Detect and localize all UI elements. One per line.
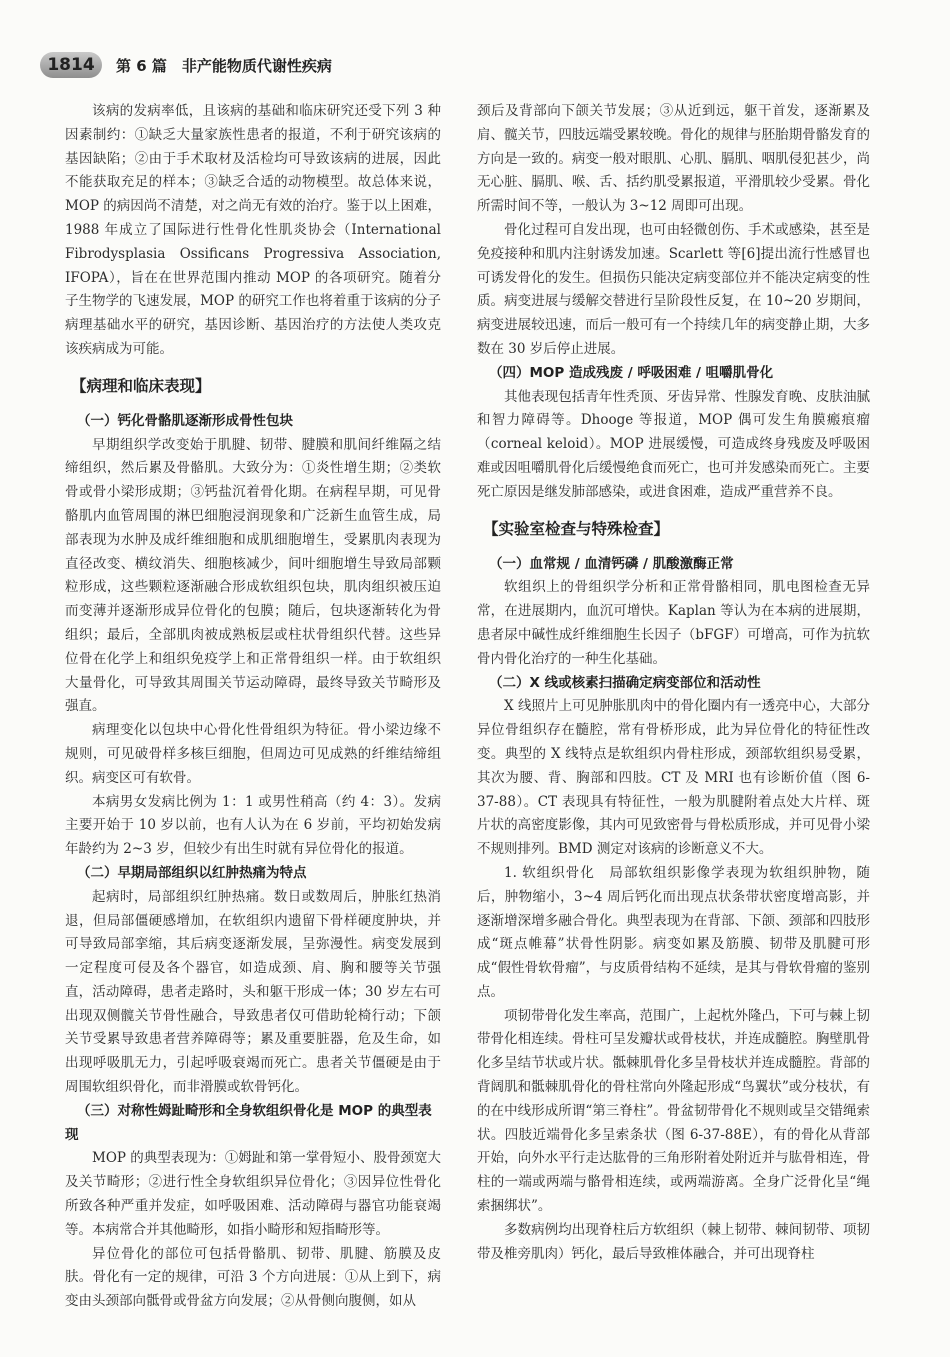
body-paragraph: MOP 的典型表现为：①姆趾和第一掌骨短小、股骨颈宽大及关节畸形；②进行性全身软组织异位骨化；③因异位性骨化所致各种严重并发症，如呼吸困难、活动障碍与器官功能衰竭等。本病常合并其他畸形，如指小畸形和短指畸形等。 — [65, 1150, 441, 1238]
body-paragraph: 其他表现包括青年性秃顶、牙齿异常、性腺发育晚、皮肤油腻和智力障碍等。Dhooge 等报道，MOP 偶可发生角膜瘢痕瘤（corneal keloid）。MOP 进展缓慢，可造成终身残废及呼吸困难或因咀嚼肌骨化后缓慢绝食而死亡，也可并发感染而死亡。主要死亡原因是继发肺部感染，或进食困难，造成严重营养不良。 — [477, 388, 870, 500]
body-paragraph: 多数病例均出现脊柱后方软组织（棘上韧带、棘间韧带、项韧带及椎旁肌肉）钙化，最后导致椎体融合，并可出现脊柱 — [477, 1221, 870, 1262]
body-paragraph: 1. 软组织骨化 局部软组织影像学表现为软组织肿物，随后，肿物缩小，3~4 周后钙化而出现点状条带状密度增高影，并逐渐增深增多融合骨化。典型表现为在背部、下颌、颈部和四肢形成“斑点帷幕”状骨性阴影。病变如累及筋膜、韧带及肌腱可形成“假性骨软骨瘤”，与皮质骨结构不延续，是其与骨软骨瘤的鉴别点。 — [477, 864, 870, 1000]
subsection-heading: （二）X 线或核素扫描确定病变部位和活动性 — [489, 674, 761, 691]
subsection-heading: （三）对称性姆趾畸形和全身软组织骨化是 MOP 的典型表现 — [65, 1102, 432, 1143]
body-paragraph: 病理变化以包块中心骨化性骨组织为特征。骨小梁边缘不规则，可见破骨样多核巨细胞，但周边可见成熟的纤维结缔组织。病变区可有软骨。 — [65, 722, 441, 786]
subsection-heading: （四）MOP 造成残废 / 呼吸困难 / 咀嚼肌骨化 — [489, 364, 774, 381]
section-heading: 【病理和临床表现】 — [71, 376, 211, 395]
subsection-heading: （二）早期局部组织以红肿热痛为特点 — [77, 864, 307, 881]
body-paragraph: 该病的发病率低，且该病的基础和临床研究还受下列 3 种因素制约：①缺乏大量家族性患者的报道，不利于研究该病的基因缺陷；②由于手术取材及活检均可导致该病的进展，因此不能获取充足的样本；③缺乏合适的动物模型。故总体来说，MOP 的病因尚不清楚，对之尚无有效的治疗。鉴于以上困难，1988 年成立了国际进行性骨化性肌炎协会（International Fibrodysplasia Ossificans Progressiva Association, IFOPA），旨在在世界范围内推动 MOP 的各项研究。随着分子生物学的飞速发展，MOP 的研究工作也将着重于该病的分子病理基础水平的研究，基因诊断、基因治疗的方法使人类攻克该疾病成为可能。 — [65, 103, 441, 357]
body-paragraph: 软组织上的骨组织学分析和正常骨骼相同，肌电图检查无异常，在进展期内，血沉可增快。Kaplan 等认为在本病的进展期，患者尿中碱性成纤维细胞生长因子（bFGF）可增高，可作为抗软骨内骨化治疗的一种生化基础。 — [477, 579, 870, 667]
body-paragraph: 本病男女发病比例为 1：1 或男性稍高（约 4：3）。发病主要开始于 10 岁以前，也有人认为在 6 岁前，平均初始发病年龄约为 2~3 岁，但较少有出生时就有异位骨化的报道。 — [65, 793, 441, 858]
body-paragraph: 早期组织学改变始于肌腱、韧带、腱膜和肌间纤维隔之结缔组织，然后累及骨骼肌。大致分为：①炎性增生期；②类软骨或骨小梁形成期；③钙盐沉着骨化期。在病程早期，可见骨骼肌内血管周围的淋巴细胞浸润现象和广泛新生血管生成，局部表现为水肿及成纤维细胞和成肌细胞增生，受累肌肉表现为直径改变、横纹消失、细胞核减少，间叶细胞增生导致局部颗粒形成，这些颗粒逐渐融合形成软组织包块，肌肉组织被压迫而变薄并逐渐形成异位骨化的包膜；随后，包块逐渐转化为骨组织；最后，全部肌肉被成熟板层或柱状骨组织代替。这些异位骨在化学上和组织免疫学上和正常骨组织一样。由于软组织大量骨化，可导致其周围关节运动障碍，最终导致关节畸形及强直。 — [65, 436, 441, 715]
body-paragraph: 骨化过程可自发出现，也可由轻微创伤、手术或感染，甚至是免疫接种和肌内注射诱发加速。Scarlett 等[6]提出流行性感冒也可诱发骨化的发生。但损伤只能决定病变部位并不能决定病变的性质。病变进展与缓解交替进行呈阶段性反复，在 10~20 岁期间，病变进展较迅速，而后一般可有一个持续几年的病变静止期，大多数在 30 岁后停止进展。 — [477, 221, 870, 357]
right-column — [477, 100, 870, 1266]
left-column — [65, 100, 441, 1314]
body-paragraph: 颈后及背部向下颌关节发展；③从近到远，躯干首发，逐渐累及肩、髋关节，四肢远端受累较晚。骨化的规律与胚胎期骨骼发育的方向是一致的。病变一般对眼肌、心肌、膈肌、咽肌侵犯甚少，尚无心脏、膈肌、喉、舌、括约肌受累报道，平滑肌较少受累。骨化所需时间不等，一般认为 3~12 周即可出现。 — [477, 103, 870, 215]
body-paragraph: 起病时，局部组织红肿热痛。数日或数周后，肿胀红热消退，但局部僵硬感增加，在软组织内遗留下骨样硬度肿块，并可导致局部挛缩，其后病变逐渐发展，呈弥漫性。病变发展到一定程度可侵及各个器官，如造成颈、肩、胸和腰等关节强直，活动障碍，患者走路时，头和躯干形成一体；30 岁左右可出现双侧髋关节骨性融合，导致患者仅可借助轮椅行动；下颌关节受累导致患者营养障碍等；累及重要脏器，危及生命，如出现呼吸肌无力，引起呼吸衰竭而死亡。患者关节僵硬是由于周围软组织骨化，而非滑膜或软骨钙化。 — [65, 888, 441, 1096]
body-paragraph: X 线照片上可见肿胀肌肉中的骨化圈内有一透亮中心，大部分异位骨组织存在髓腔，常有骨桥形成，此为异位骨化的特征性改变。典型的 X 线特点是软组织内骨柱形成，颈部软组织易受累，其次为腰、背、胸部和四肢。CT 及 MRI 也有诊断价值（图 6-37-88）。CT 表现具有特征性，一般为肌腱附着点处大片样、斑片状的高密度影像，其内可见致密骨与骨松质形成，并可见骨小梁不规则排列。BMD 测定对该病的诊断意义不大。 — [477, 698, 870, 858]
part-title: 第 6 篇 非产能物质代谢性疾病 — [116, 57, 332, 75]
page-number-badge: 1814 — [40, 52, 102, 78]
section-heading: 【实验室检查与特殊检查】 — [483, 519, 670, 538]
subsection-heading: （一）钙化骨骼肌逐渐形成骨性包块 — [77, 412, 293, 429]
body-paragraph: 项韧带骨化发生率高，范围广，上起枕外隆凸，下可与棘上韧带骨化相连续。骨柱可呈发瓣状或骨枝状，并连成髓腔。胸壁肌骨化多呈结节状或片状。骶棘肌骨化多呈骨枝状并连成髓腔。背部的背阔肌和骶棘肌骨化的骨柱常向外隆起形成“鸟翼状”或分枝状，有的在中线形成所谓“第三脊柱”。骨盆韧带骨化不规则或呈交错绳索状。四肢近端骨化多呈索条状（图 6-37-88E），有的骨化从背部开始，向外水平行走达肱骨的三角形附着处附近并与肱骨相连，骨柱的一端或两端与骼骨相连续，或两端游离。全身广泛骨化呈“绳索捆绑状”。 — [477, 1007, 870, 1215]
subsection-heading: （一）血常规 / 血清钙磷 / 肌酸激酶正常 — [489, 555, 734, 572]
page-header — [40, 52, 910, 82]
body-paragraph: 异位骨化的部位可包括骨骼肌、韧带、肌腱、筋膜及皮肤。骨化有一定的规律，可沿 3 个方向进展：①从上到下，病变由头颈部向骶骨或骨盆方向发展；②从骨侧向腹侧，如从 — [65, 1245, 441, 1310]
